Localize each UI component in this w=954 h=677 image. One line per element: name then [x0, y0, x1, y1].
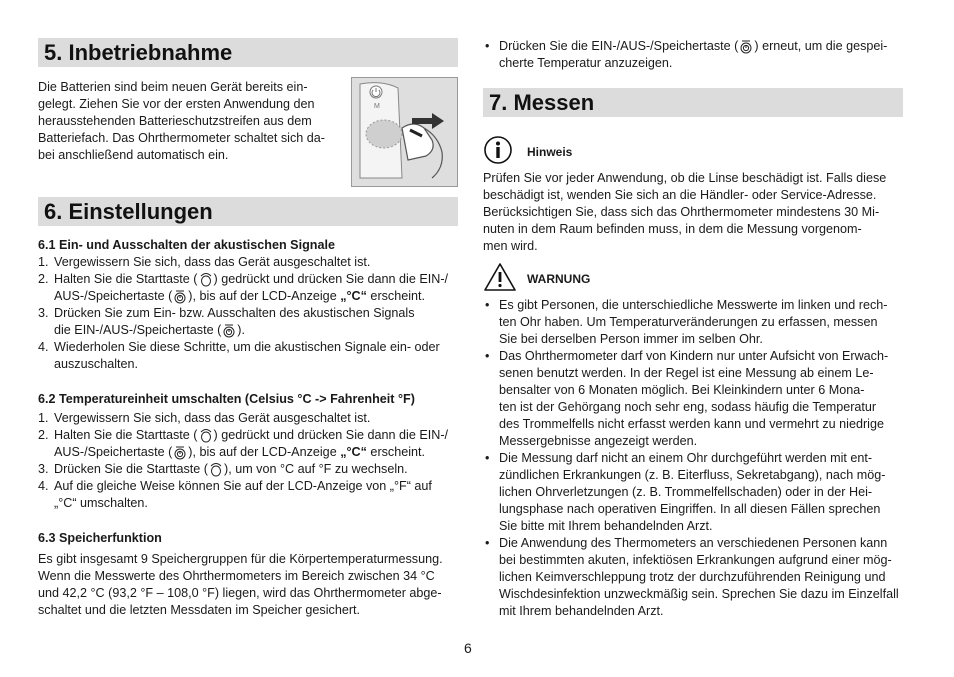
thermometer-hand-icon: [352, 78, 457, 186]
list-item: [38, 271, 458, 305]
list-item: [38, 254, 458, 271]
item-text: AUS-/Speichertaste (: [54, 445, 173, 459]
start-button-icon: [209, 462, 223, 477]
item-number: 3.: [38, 306, 49, 320]
item-text: erscheint.: [366, 289, 426, 303]
item-text: Vergewissern Sie sich, dass das Gerät ausgeschaltet ist.: [54, 411, 371, 425]
subheading-6-2: 6.2 Temperatureinheit umschalten (Celsius °C -> Fahrenheit °F): [38, 392, 415, 406]
start-button-icon: [199, 272, 213, 287]
item-text-bold: „°C“: [340, 289, 367, 303]
item-text: lichen Keimverschleppung trotz der durchzuführenden Reinigung und: [499, 570, 886, 584]
item-text: Wischdesinfektion unzweckmäßig sein. Sprechen Sie dazu im Einzelfall: [499, 587, 899, 601]
item-text: ).: [237, 323, 245, 337]
item-text: erscheint.: [366, 445, 426, 459]
item-text: ten ist der Gehörgang noch sehr eng, sodass häufig die Temperatur: [499, 400, 877, 414]
text-line: schaltet und die letzten Messdaten im Speicher gesichert.: [38, 603, 361, 617]
text-line: bei anschließend automatisch ein.: [38, 148, 229, 162]
list-item: [38, 478, 458, 512]
item-text: senen benutzt werden. In der Regel ist eine Messung ab einem Le-: [499, 366, 874, 380]
list-item: [38, 339, 458, 373]
list-item: [38, 427, 458, 461]
item-text: Vergewissern Sie sich, dass das Gerät ausgeschaltet ist.: [54, 255, 371, 269]
warning-icon: [483, 262, 517, 292]
item-text: ), bis auf der LCD-Anzeige: [188, 445, 341, 459]
item-text: ten Ohr haben. Um Temperaturveränderungen zu erfassen, messen: [499, 315, 878, 329]
item-text: Das Ohrthermometer darf von Kindern nur unter Aufsicht von Erwach-: [499, 349, 889, 363]
item-text: ), um von °C auf °F zu wechseln.: [224, 462, 408, 476]
section-6-3-text: [38, 551, 458, 619]
item-text: Drücken Sie die EIN-/AUS-/Speichertaste (: [499, 39, 739, 53]
item-text: Messergebnisse angezeigt werden.: [499, 434, 698, 448]
section-5-text: [38, 79, 343, 164]
info-icon: [483, 135, 513, 165]
item-text: Halten Sie die Starttaste (: [54, 428, 198, 442]
item-text: „°C“ umschalten.: [54, 496, 148, 510]
battery-strip-illustration: [351, 77, 458, 187]
section-6-body: [38, 237, 458, 619]
item-number: 1.: [38, 255, 49, 269]
text-line: beschädigt ist, wenden Sie sich an die Händler- oder Service-Adresse.: [483, 188, 877, 202]
text-line: herausstehenden Batterieschutzstreifen aus dem: [38, 114, 312, 128]
start-button-icon: [199, 428, 213, 443]
item-text: Die Anwendung des Thermometers an verschiedenen Personen kann: [499, 536, 888, 550]
item-text: Es gibt Personen, die unterschiedliche Messwerte im linken und rech-: [499, 298, 888, 312]
warnung-title: WARNUNG: [527, 272, 591, 286]
text-line: gelegt. Ziehen Sie vor der ersten Anwendung den: [38, 97, 315, 111]
text-line: Es gibt insgesamt 9 Speichergruppen für die Körpertemperaturmessung.: [38, 552, 443, 566]
item-number: 3.: [38, 462, 49, 476]
item-text: auszuschalten.: [54, 357, 139, 371]
item-text: zündlichen Erkrankungen (z. B. Eiterfluss, Sekretabgang), nach mög-: [499, 468, 886, 482]
text-line: men wird.: [483, 239, 538, 253]
item-text: lungsphase nach operativen Eingriffen. In all diesen Fällen sprechen: [499, 502, 881, 516]
text-line: Prüfen Sie vor jeder Anwendung, ob die Linse beschädigt ist. Falls diese: [483, 171, 887, 185]
item-text: Auf die gleiche Weise können Sie auf der LCD-Anzeige von „°F“ auf: [54, 479, 432, 493]
item-text: des Trommelfells nicht erfasst werden kann und vermehrt zu niedrige: [499, 417, 884, 431]
steps-6-2: [38, 410, 458, 512]
list-item: [483, 38, 903, 72]
text-line: Wenn die Messwerte des Ohrthermometers im Bereich zwischen 34 °C: [38, 569, 435, 583]
item-number: 4.: [38, 479, 49, 493]
list-item: [483, 348, 903, 450]
text-line: Batteriefach. Das Ohrthermometer schaltet sich da-: [38, 131, 325, 145]
hinweis-title: Hinweis: [527, 145, 573, 159]
list-item: [38, 410, 458, 427]
item-text: bei bestimmten akuten, infektiösen Erkrankungen aufgrund einer mög-: [499, 553, 892, 567]
hinweis-text: [483, 170, 903, 255]
subheading-6-3: 6.3 Speicherfunktion: [38, 531, 162, 545]
list-item: [483, 450, 903, 535]
power-memory-button-icon: [739, 39, 753, 54]
item-text: ), bis auf der LCD-Anzeige: [188, 289, 341, 303]
item-text: AUS-/Speichertaste (: [54, 289, 173, 303]
power-memory-button-icon: [173, 445, 187, 460]
text-line: Die Batterien sind beim neuen Gerät bereits ein-: [38, 80, 308, 94]
item-text: bensalter von 6 Monaten möglich. Bei Kleinkindern unter 6 Mona-: [499, 383, 865, 397]
text-line: nuten in dem Raum befinden muss, in dem die Messung vorgenom-: [483, 222, 862, 236]
subheading-6-1: 6.1 Ein- und Ausschalten der akustischen Signale: [38, 238, 335, 252]
item-text: ) erneut, um die gespei-: [754, 39, 888, 53]
section-6-heading: 6. Einstellungen: [38, 197, 458, 226]
item-text: Die Messung darf nicht an einem Ohr durchgeführt werden mit ent-: [499, 451, 873, 465]
item-number: 4.: [38, 340, 49, 354]
item-number: 2.: [38, 272, 49, 286]
item-number: 1.: [38, 411, 49, 425]
item-text-bold: „°C“: [340, 445, 367, 459]
item-text: die EIN-/AUS-/Speichertaste (: [54, 323, 222, 337]
item-text: lichen Ohrverletzungen (z. B. Trommelfellschaden) oder in der Hei-: [499, 485, 873, 499]
item-text: Sie bei derselben Person immer im selben Ohr.: [499, 332, 763, 346]
section-7-heading: 7. Messen: [483, 88, 903, 117]
item-text: Sie bitte mit Ihrem behandelnden Arzt.: [499, 519, 713, 533]
list-item: [38, 305, 458, 339]
item-text: ) gedrückt und drücken Sie dann die EIN-/: [213, 428, 449, 442]
list-item: [483, 297, 903, 348]
page-number: 6: [464, 640, 472, 656]
steps-6-1: [38, 254, 458, 373]
item-text: mit Ihrem behandelnden Arzt.: [499, 604, 664, 618]
top-bullet-list: [483, 38, 903, 72]
text-line: und 42,2 °C (93,2 °F – 108,0 °F) liegen, wird das Ohrthermometer abge-: [38, 586, 442, 600]
item-number: 2.: [38, 428, 49, 442]
item-text: Drücken Sie die Starttaste (: [54, 462, 208, 476]
item-text: Halten Sie die Starttaste (: [54, 272, 198, 286]
item-text: cherte Temperatur anzuzeigen.: [499, 56, 673, 70]
warning-bullet-list: [483, 297, 903, 620]
list-item: [483, 535, 903, 620]
svg-text:M: M: [374, 103, 380, 110]
power-memory-button-icon: [173, 289, 187, 304]
item-text: Drücken Sie zum Ein- bzw. Ausschalten des akustischen Signals: [54, 306, 415, 320]
power-memory-button-icon: [222, 323, 236, 338]
section-5-heading: 5. Inbetriebnahme: [38, 38, 458, 67]
item-text: ) gedrückt und drücken Sie dann die EIN-/: [213, 272, 449, 286]
text-line: Berücksichtigen Sie, dass sich das Ohrthermometer mindestens 30 Mi-: [483, 205, 880, 219]
list-item: [38, 461, 458, 478]
item-text: Wiederholen Sie diese Schritte, um die akustischen Signale ein- oder: [54, 340, 440, 354]
